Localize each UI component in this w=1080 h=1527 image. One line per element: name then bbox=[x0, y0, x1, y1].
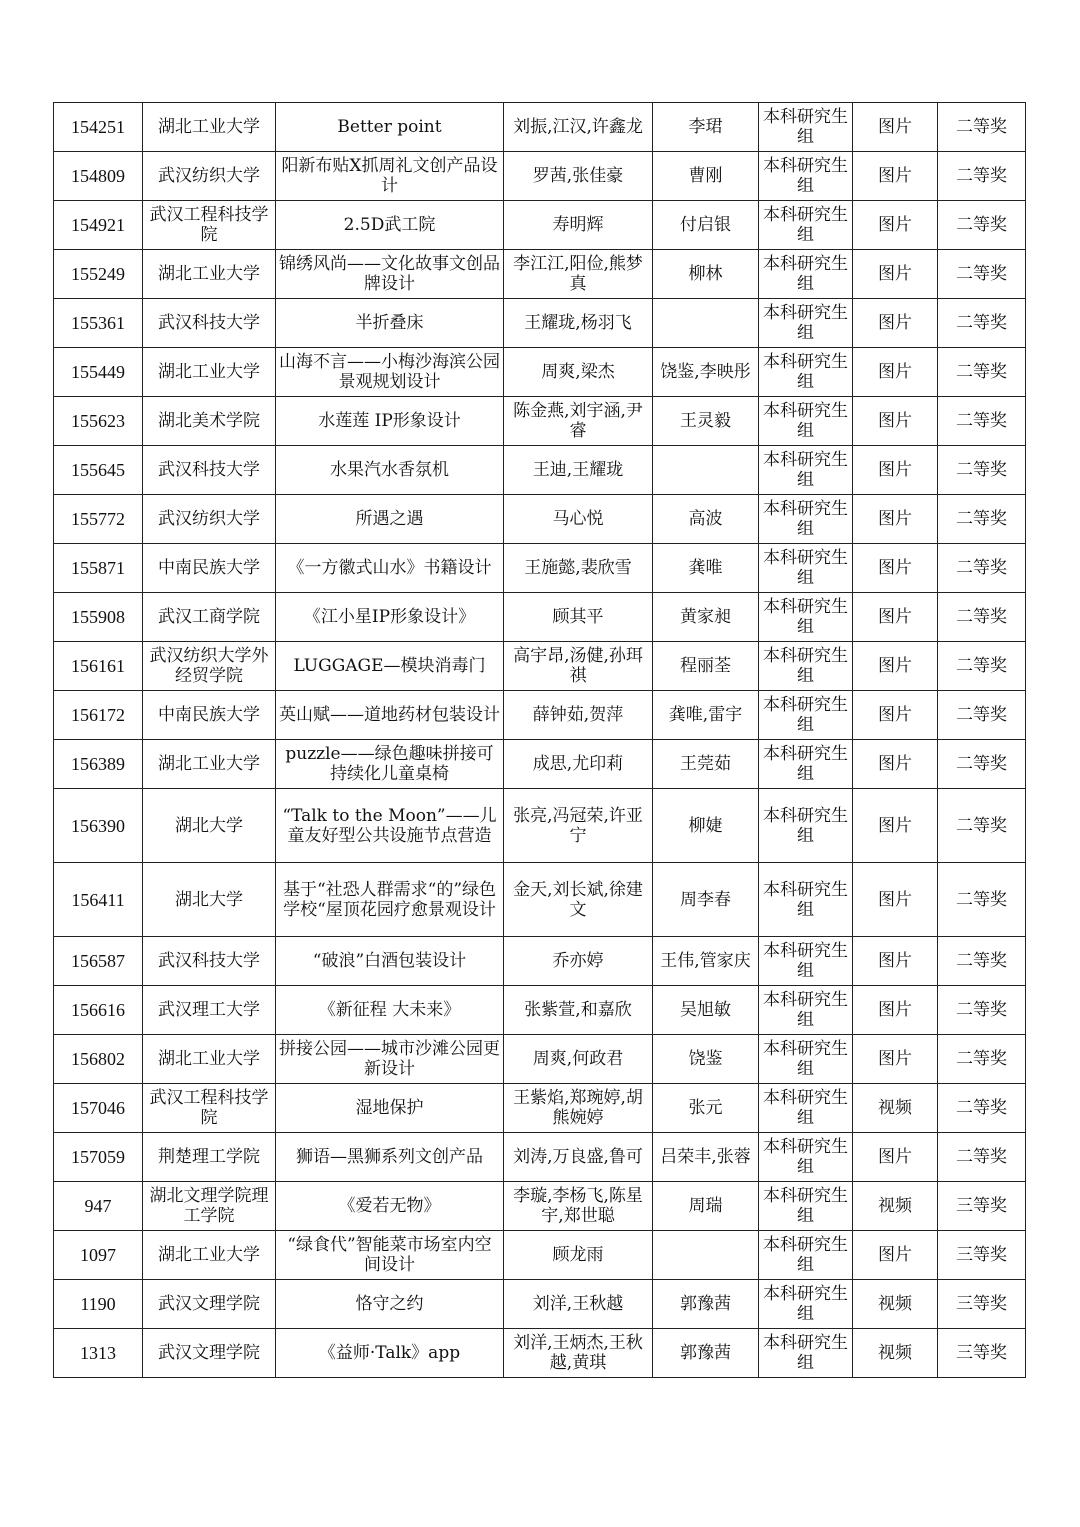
table-row bbox=[54, 986, 1026, 1035]
work-type-cell: 图片 bbox=[853, 863, 938, 937]
entry-id-cell: 155871 bbox=[54, 544, 143, 593]
work-type-cell: 图片 bbox=[853, 397, 938, 446]
school-cell: 武汉科技大学 bbox=[143, 446, 276, 495]
table-row bbox=[54, 103, 1026, 152]
entry-id-cell: 1097 bbox=[54, 1231, 143, 1280]
group-cell: 本科研究生组 bbox=[759, 937, 853, 986]
group-cell: 本科研究生组 bbox=[759, 986, 853, 1035]
advisor-cell: 吕荣丰,张蓉 bbox=[653, 1133, 759, 1182]
award-cell: 二等奖 bbox=[938, 250, 1026, 299]
work-title-cell: 水果汽水香氛机 bbox=[276, 446, 504, 495]
entry-id-cell: 1313 bbox=[54, 1329, 143, 1378]
group-cell: 本科研究生组 bbox=[759, 250, 853, 299]
table-row bbox=[54, 691, 1026, 740]
work-type-cell: 图片 bbox=[853, 250, 938, 299]
authors-cell: 刘洋,王炳杰,王秋越,黄琪 bbox=[504, 1329, 653, 1378]
work-title-cell: 英山赋——道地药材包装设计 bbox=[276, 691, 504, 740]
entry-id-cell: 156389 bbox=[54, 740, 143, 789]
entry-id-cell: 156390 bbox=[54, 789, 143, 863]
advisor-cell: 周瑞 bbox=[653, 1182, 759, 1231]
table-row bbox=[54, 863, 1026, 937]
school-cell: 湖北工业大学 bbox=[143, 740, 276, 789]
entry-id-cell: 157059 bbox=[54, 1133, 143, 1182]
authors-cell: 张亮,冯冠荣,许亚宁 bbox=[504, 789, 653, 863]
school-cell: 荆楚理工学院 bbox=[143, 1133, 276, 1182]
work-title-cell: “绿食代”智能菜市场室内空间设计 bbox=[276, 1231, 504, 1280]
work-type-cell: 视频 bbox=[853, 1182, 938, 1231]
authors-cell: 顾其平 bbox=[504, 593, 653, 642]
table-row bbox=[54, 740, 1026, 789]
award-cell: 三等奖 bbox=[938, 1231, 1026, 1280]
entry-id-cell: 155249 bbox=[54, 250, 143, 299]
work-type-cell: 图片 bbox=[853, 299, 938, 348]
entry-id-cell: 154251 bbox=[54, 103, 143, 152]
school-cell: 武汉文理学院 bbox=[143, 1280, 276, 1329]
work-title-cell: 阳新布贴X抓周礼文创产品设计 bbox=[276, 152, 504, 201]
table-row bbox=[54, 1231, 1026, 1280]
school-cell: 武汉纺织大学 bbox=[143, 495, 276, 544]
work-title-cell: 2.5D武工院 bbox=[276, 201, 504, 250]
advisor-cell: 付启银 bbox=[653, 201, 759, 250]
entry-id-cell: 156172 bbox=[54, 691, 143, 740]
table-row bbox=[54, 1035, 1026, 1084]
authors-cell: 乔亦婷 bbox=[504, 937, 653, 986]
work-title-cell: puzzle——绿色趣味拼接可持续化儿童桌椅 bbox=[276, 740, 504, 789]
award-cell: 二等奖 bbox=[938, 152, 1026, 201]
group-cell: 本科研究生组 bbox=[759, 495, 853, 544]
authors-cell: 王耀珑,杨羽飞 bbox=[504, 299, 653, 348]
work-type-cell: 图片 bbox=[853, 740, 938, 789]
group-cell: 本科研究生组 bbox=[759, 152, 853, 201]
group-cell: 本科研究生组 bbox=[759, 1231, 853, 1280]
award-cell: 二等奖 bbox=[938, 1035, 1026, 1084]
table-row bbox=[54, 299, 1026, 348]
advisor-cell: 吴旭敏 bbox=[653, 986, 759, 1035]
work-type-cell: 视频 bbox=[853, 1329, 938, 1378]
award-cell: 三等奖 bbox=[938, 1182, 1026, 1231]
advisor-cell: 高波 bbox=[653, 495, 759, 544]
advisor-cell: 李珺 bbox=[653, 103, 759, 152]
work-type-cell: 图片 bbox=[853, 201, 938, 250]
authors-cell: 罗茜,张佳豪 bbox=[504, 152, 653, 201]
work-title-cell: 狮语—黑狮系列文创产品 bbox=[276, 1133, 504, 1182]
work-title-cell: Better point bbox=[276, 103, 504, 152]
group-cell: 本科研究生组 bbox=[759, 789, 853, 863]
entry-id-cell: 154809 bbox=[54, 152, 143, 201]
group-cell: 本科研究生组 bbox=[759, 299, 853, 348]
award-cell: 二等奖 bbox=[938, 863, 1026, 937]
group-cell: 本科研究生组 bbox=[759, 1084, 853, 1133]
group-cell: 本科研究生组 bbox=[759, 1280, 853, 1329]
school-cell: 武汉纺织大学外经贸学院 bbox=[143, 642, 276, 691]
work-type-cell: 图片 bbox=[853, 1035, 938, 1084]
advisor-cell: 程丽荃 bbox=[653, 642, 759, 691]
entry-id-cell: 156161 bbox=[54, 642, 143, 691]
school-cell: 湖北工业大学 bbox=[143, 1231, 276, 1280]
table-row bbox=[54, 1280, 1026, 1329]
group-cell: 本科研究生组 bbox=[759, 544, 853, 593]
table-row bbox=[54, 495, 1026, 544]
authors-cell: 成思,尤印莉 bbox=[504, 740, 653, 789]
authors-cell: 周爽,何政君 bbox=[504, 1035, 653, 1084]
advisor-cell: 柳婕 bbox=[653, 789, 759, 863]
school-cell: 湖北工业大学 bbox=[143, 1035, 276, 1084]
work-title-cell: 基于“社恐人群需求“的”绿色学校“屋顶花园疗愈景观设计 bbox=[276, 863, 504, 937]
group-cell: 本科研究生组 bbox=[759, 740, 853, 789]
advisor-cell: 龚唯,雷宇 bbox=[653, 691, 759, 740]
award-cell: 二等奖 bbox=[938, 789, 1026, 863]
work-title-cell: 半折叠床 bbox=[276, 299, 504, 348]
authors-cell: 薛钟茹,贺萍 bbox=[504, 691, 653, 740]
group-cell: 本科研究生组 bbox=[759, 593, 853, 642]
authors-cell: 王迪,王耀珑 bbox=[504, 446, 653, 495]
advisor-cell bbox=[653, 299, 759, 348]
advisor-cell: 饶鉴 bbox=[653, 1035, 759, 1084]
work-type-cell: 图片 bbox=[853, 544, 938, 593]
work-title-cell: 《益师·Talk》app bbox=[276, 1329, 504, 1378]
advisor-cell: 张元 bbox=[653, 1084, 759, 1133]
award-cell: 三等奖 bbox=[938, 1280, 1026, 1329]
school-cell: 湖北文理学院理工学院 bbox=[143, 1182, 276, 1231]
advisor-cell: 曹刚 bbox=[653, 152, 759, 201]
advisor-cell: 郭豫茜 bbox=[653, 1280, 759, 1329]
table-row bbox=[54, 1182, 1026, 1231]
work-type-cell: 图片 bbox=[853, 986, 938, 1035]
table-row bbox=[54, 201, 1026, 250]
table-row bbox=[54, 789, 1026, 863]
authors-cell: 王施懿,裴欣雪 bbox=[504, 544, 653, 593]
entry-id-cell: 156411 bbox=[54, 863, 143, 937]
award-cell: 二等奖 bbox=[938, 201, 1026, 250]
award-table bbox=[53, 102, 1026, 1378]
work-type-cell: 图片 bbox=[853, 1231, 938, 1280]
work-title-cell: “破浪”白酒包装设计 bbox=[276, 937, 504, 986]
work-title-cell: “Talk to the Moon”——儿童友好型公共设施节点营造 bbox=[276, 789, 504, 863]
school-cell: 中南民族大学 bbox=[143, 544, 276, 593]
table-row bbox=[54, 397, 1026, 446]
work-type-cell: 图片 bbox=[853, 446, 938, 495]
advisor-cell: 黄家昶 bbox=[653, 593, 759, 642]
authors-cell: 刘涛,万良盛,鲁可 bbox=[504, 1133, 653, 1182]
advisor-cell: 郭豫茜 bbox=[653, 1329, 759, 1378]
entry-id-cell: 155772 bbox=[54, 495, 143, 544]
school-cell: 中南民族大学 bbox=[143, 691, 276, 740]
group-cell: 本科研究生组 bbox=[759, 642, 853, 691]
school-cell: 武汉纺织大学 bbox=[143, 152, 276, 201]
work-type-cell: 图片 bbox=[853, 152, 938, 201]
work-title-cell: 《一方徽式山水》书籍设计 bbox=[276, 544, 504, 593]
school-cell: 武汉文理学院 bbox=[143, 1329, 276, 1378]
award-cell: 二等奖 bbox=[938, 397, 1026, 446]
authors-cell: 李璇,李杨飞,陈星宇,郑世聪 bbox=[504, 1182, 653, 1231]
group-cell: 本科研究生组 bbox=[759, 1035, 853, 1084]
authors-cell: 金天,刘长斌,徐建文 bbox=[504, 863, 653, 937]
work-title-cell: LUGGAGE—模块消毒门 bbox=[276, 642, 504, 691]
advisor-cell bbox=[653, 446, 759, 495]
entry-id-cell: 157046 bbox=[54, 1084, 143, 1133]
advisor-cell: 柳林 bbox=[653, 250, 759, 299]
table-row bbox=[54, 152, 1026, 201]
entry-id-cell: 156587 bbox=[54, 937, 143, 986]
entry-id-cell: 155449 bbox=[54, 348, 143, 397]
work-type-cell: 图片 bbox=[853, 348, 938, 397]
work-title-cell: 湿地保护 bbox=[276, 1084, 504, 1133]
work-type-cell: 图片 bbox=[853, 937, 938, 986]
school-cell: 武汉工程科技学院 bbox=[143, 201, 276, 250]
table-body bbox=[54, 103, 1026, 1378]
work-title-cell: 山海不言——小梅沙海滨公园景观规划设计 bbox=[276, 348, 504, 397]
advisor-cell bbox=[653, 1231, 759, 1280]
authors-cell: 高宇昂,汤健,孙珥祺 bbox=[504, 642, 653, 691]
authors-cell: 张紫萱,和嘉欣 bbox=[504, 986, 653, 1035]
work-title-cell: 拼接公园——城市沙滩公园更新设计 bbox=[276, 1035, 504, 1084]
table-row bbox=[54, 446, 1026, 495]
work-type-cell: 图片 bbox=[853, 593, 938, 642]
advisor-cell: 饶鉴,李映彤 bbox=[653, 348, 759, 397]
award-cell: 二等奖 bbox=[938, 446, 1026, 495]
table-row bbox=[54, 1084, 1026, 1133]
entry-id-cell: 156616 bbox=[54, 986, 143, 1035]
group-cell: 本科研究生组 bbox=[759, 1182, 853, 1231]
group-cell: 本科研究生组 bbox=[759, 103, 853, 152]
work-type-cell: 图片 bbox=[853, 789, 938, 863]
award-cell: 二等奖 bbox=[938, 544, 1026, 593]
authors-cell: 刘洋,王秋越 bbox=[504, 1280, 653, 1329]
group-cell: 本科研究生组 bbox=[759, 1329, 853, 1378]
award-cell: 二等奖 bbox=[938, 348, 1026, 397]
entry-id-cell: 947 bbox=[54, 1182, 143, 1231]
table-row bbox=[54, 544, 1026, 593]
work-title-cell: 水莲莲 IP形象设计 bbox=[276, 397, 504, 446]
work-type-cell: 图片 bbox=[853, 642, 938, 691]
award-cell: 二等奖 bbox=[938, 593, 1026, 642]
award-cell: 三等奖 bbox=[938, 1329, 1026, 1378]
award-cell: 二等奖 bbox=[938, 642, 1026, 691]
authors-cell: 寿明辉 bbox=[504, 201, 653, 250]
authors-cell: 顾龙雨 bbox=[504, 1231, 653, 1280]
work-title-cell: 《新征程 大未来》 bbox=[276, 986, 504, 1035]
group-cell: 本科研究生组 bbox=[759, 691, 853, 740]
entry-id-cell: 1190 bbox=[54, 1280, 143, 1329]
authors-cell: 李江江,阳俭,熊梦真 bbox=[504, 250, 653, 299]
group-cell: 本科研究生组 bbox=[759, 863, 853, 937]
group-cell: 本科研究生组 bbox=[759, 446, 853, 495]
award-cell: 二等奖 bbox=[938, 986, 1026, 1035]
group-cell: 本科研究生组 bbox=[759, 1133, 853, 1182]
table-row bbox=[54, 593, 1026, 642]
award-cell: 二等奖 bbox=[938, 691, 1026, 740]
table-row bbox=[54, 348, 1026, 397]
work-title-cell: 所遇之遇 bbox=[276, 495, 504, 544]
advisor-cell: 龚唯 bbox=[653, 544, 759, 593]
advisor-cell: 周李春 bbox=[653, 863, 759, 937]
work-type-cell: 图片 bbox=[853, 691, 938, 740]
school-cell: 湖北大学 bbox=[143, 863, 276, 937]
group-cell: 本科研究生组 bbox=[759, 397, 853, 446]
work-type-cell: 视频 bbox=[853, 1280, 938, 1329]
school-cell: 湖北大学 bbox=[143, 789, 276, 863]
entry-id-cell: 155623 bbox=[54, 397, 143, 446]
authors-cell: 马心悦 bbox=[504, 495, 653, 544]
work-type-cell: 图片 bbox=[853, 495, 938, 544]
school-cell: 湖北美术学院 bbox=[143, 397, 276, 446]
authors-cell: 王紫焰,郑琬婷,胡熊婉婷 bbox=[504, 1084, 653, 1133]
work-type-cell: 图片 bbox=[853, 103, 938, 152]
work-title-cell: 锦绣风尚——文化故事文创品牌设计 bbox=[276, 250, 504, 299]
award-cell: 二等奖 bbox=[938, 1133, 1026, 1182]
table-row bbox=[54, 642, 1026, 691]
award-cell: 二等奖 bbox=[938, 299, 1026, 348]
work-title-cell: 《爱若无物》 bbox=[276, 1182, 504, 1231]
school-cell: 武汉工商学院 bbox=[143, 593, 276, 642]
work-type-cell: 图片 bbox=[853, 1133, 938, 1182]
award-cell: 二等奖 bbox=[938, 103, 1026, 152]
group-cell: 本科研究生组 bbox=[759, 201, 853, 250]
school-cell: 武汉理工大学 bbox=[143, 986, 276, 1035]
entry-id-cell: 155908 bbox=[54, 593, 143, 642]
school-cell: 湖北工业大学 bbox=[143, 103, 276, 152]
work-title-cell: 《江小星IP形象设计》 bbox=[276, 593, 504, 642]
work-type-cell: 视频 bbox=[853, 1084, 938, 1133]
entry-id-cell: 156802 bbox=[54, 1035, 143, 1084]
award-cell: 二等奖 bbox=[938, 740, 1026, 789]
group-cell: 本科研究生组 bbox=[759, 348, 853, 397]
work-title-cell: 恪守之约 bbox=[276, 1280, 504, 1329]
authors-cell: 刘振,江汉,许鑫龙 bbox=[504, 103, 653, 152]
award-cell: 二等奖 bbox=[938, 1084, 1026, 1133]
advisor-cell: 王莞茹 bbox=[653, 740, 759, 789]
table-row bbox=[54, 250, 1026, 299]
award-cell: 二等奖 bbox=[938, 937, 1026, 986]
advisor-cell: 王灵毅 bbox=[653, 397, 759, 446]
school-cell: 武汉工程科技学院 bbox=[143, 1084, 276, 1133]
school-cell: 湖北工业大学 bbox=[143, 250, 276, 299]
school-cell: 湖北工业大学 bbox=[143, 348, 276, 397]
school-cell: 武汉科技大学 bbox=[143, 937, 276, 986]
entry-id-cell: 154921 bbox=[54, 201, 143, 250]
award-cell: 二等奖 bbox=[938, 495, 1026, 544]
authors-cell: 周爽,梁杰 bbox=[504, 348, 653, 397]
entry-id-cell: 155361 bbox=[54, 299, 143, 348]
table-row bbox=[54, 1133, 1026, 1182]
table-row bbox=[54, 1329, 1026, 1378]
authors-cell: 陈金燕,刘宇涵,尹睿 bbox=[504, 397, 653, 446]
table-row bbox=[54, 937, 1026, 986]
entry-id-cell: 155645 bbox=[54, 446, 143, 495]
advisor-cell: 王伟,管家庆 bbox=[653, 937, 759, 986]
school-cell: 武汉科技大学 bbox=[143, 299, 276, 348]
